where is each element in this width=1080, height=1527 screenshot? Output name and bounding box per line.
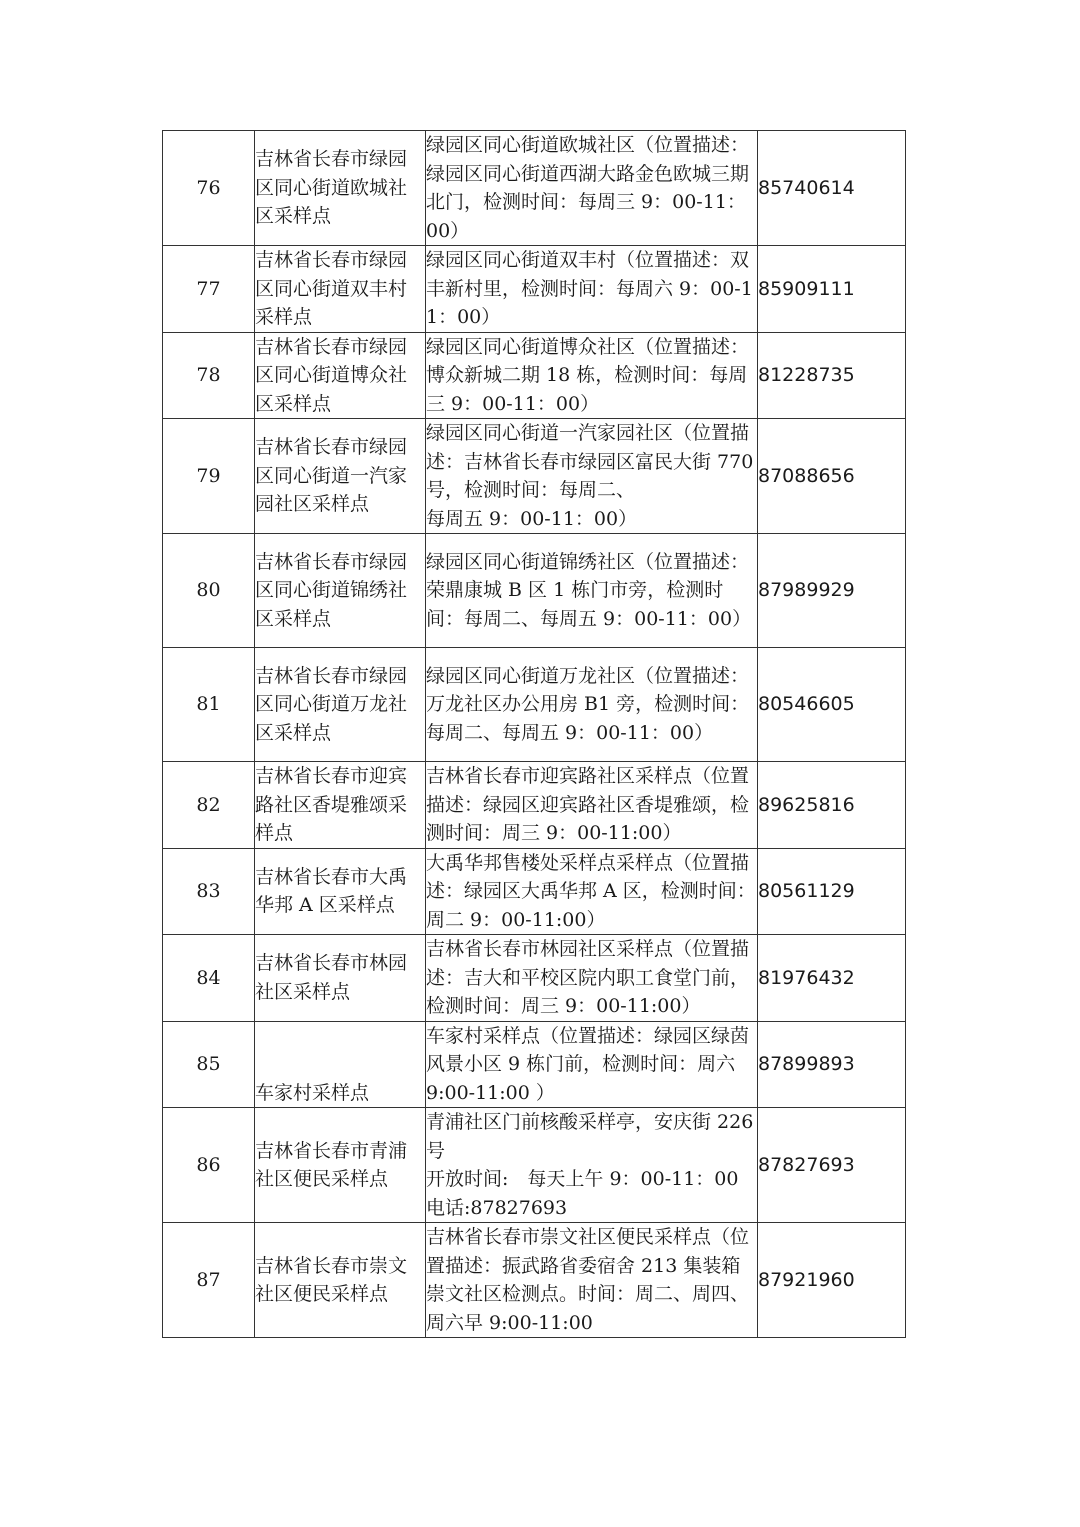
site-description: 青浦社区门前核酸采样亭，安庆街 226 号 开放时间: 每天上午 9：00-11：00 电话:87827693	[426, 1108, 758, 1223]
site-name: 吉林省长春市绿园区同心街道一汽家园社区采样点	[255, 419, 426, 534]
table-row	[163, 332, 906, 419]
site-description: 绿园区同心街道博众社区（位置描述：博众新城二期 18 栋，检测时间：每周三 9：00-11：00）	[426, 332, 758, 419]
site-phone: 87088656	[758, 419, 906, 534]
site-phone: 87827693	[758, 1108, 906, 1223]
table-row	[163, 131, 906, 246]
row-number: 85	[163, 1021, 255, 1108]
site-description: 车家村采样点（位置描述：绿园区绿茵风景小区 9 栋门前，检测时间：周六 9:00-11:00 ）	[426, 1021, 758, 1108]
row-number: 79	[163, 419, 255, 534]
row-number: 87	[163, 1223, 255, 1338]
site-phone: 81228735	[758, 332, 906, 419]
site-phone: 87921960	[758, 1223, 906, 1338]
row-number: 78	[163, 332, 255, 419]
site-description: 绿园区同心街道锦绣社区（位置描述：荣鼎康城 B 区 1 栋门市旁，检测时间：每周二、每周五 9：00-11：00）	[426, 534, 758, 648]
site-description: 吉林省长春市崇文社区便民采样点（位置描述：振武路省委宿舍 213 集装箱崇文社区检测点。时间：周二、周四、周六早 9:00-11:00	[426, 1223, 758, 1338]
row-number: 76	[163, 131, 255, 246]
sampling-sites-table	[162, 130, 906, 1338]
site-phone: 81976432	[758, 935, 906, 1022]
table-row	[163, 534, 906, 648]
table-row	[163, 1223, 906, 1338]
row-number: 83	[163, 848, 255, 935]
row-number: 81	[163, 648, 255, 762]
site-name: 吉林省长春市崇文社区便民采样点	[255, 1223, 426, 1338]
table-row	[163, 762, 906, 849]
site-phone: 87899893	[758, 1021, 906, 1108]
site-phone: 80546605	[758, 648, 906, 762]
site-name: 吉林省长春市绿园区同心街道万龙社区采样点	[255, 648, 426, 762]
site-name: 吉林省长春市绿园区同心街道欧城社区采样点	[255, 131, 426, 246]
site-phone: 87989929	[758, 534, 906, 648]
site-name: 吉林省长春市绿园区同心街道博众社区采样点	[255, 332, 426, 419]
site-name: 吉林省长春市林园社区采样点	[255, 935, 426, 1022]
site-name: 吉林省长春市迎宾路社区香堤雅颂采样点	[255, 762, 426, 849]
row-number: 80	[163, 534, 255, 648]
table-row	[163, 1108, 906, 1223]
site-name: 吉林省长春市绿园区同心街道双丰村采样点	[255, 246, 426, 333]
site-phone: 80561129	[758, 848, 906, 935]
row-number: 84	[163, 935, 255, 1022]
site-description: 大禹华邦售楼处采样点采样点（位置描述：绿园区大禹华邦 A 区，检测时间：周二 9：00-11:00）	[426, 848, 758, 935]
site-description: 吉林省长春市迎宾路社区采样点（位置描述：绿园区迎宾路社区香堤雅颂，检测时间：周三 9：00-11:00）	[426, 762, 758, 849]
row-number: 86	[163, 1108, 255, 1223]
row-number: 77	[163, 246, 255, 333]
table-row	[163, 935, 906, 1022]
table-row	[163, 246, 906, 333]
site-phone: 89625816	[758, 762, 906, 849]
site-phone: 85740614	[758, 131, 906, 246]
site-description: 吉林省长春市林园社区采样点（位置描述：吉大和平校区院内职工食堂门前，检测时间：周三 9：00-11:00）	[426, 935, 758, 1022]
site-description: 绿园区同心街道一汽家园社区（位置描述：吉林省长春市绿园区富民大街 770 号，检测时间：每周二、 每周五 9：00-11：00）	[426, 419, 758, 534]
site-description: 绿园区同心街道万龙社区（位置描述：万龙社区办公用房 B1 旁，检测时间：每周二、每周五 9：00-11：00）	[426, 648, 758, 762]
table-row	[163, 1021, 906, 1108]
site-name: 吉林省长春市绿园区同心街道锦绣社区采样点	[255, 534, 426, 648]
site-name: 吉林省长春市青浦社区便民采样点	[255, 1108, 426, 1223]
site-name: 吉林省长春市大禹华邦 A 区采样点	[255, 848, 426, 935]
table-row	[163, 848, 906, 935]
row-number: 82	[163, 762, 255, 849]
site-name: 车家村采样点	[255, 1021, 426, 1108]
site-description: 绿园区同心街道双丰村（位置描述：双丰新村里，检测时间：每周六 9：00-11：00）	[426, 246, 758, 333]
site-description: 绿园区同心街道欧城社区（位置描述：绿园区同心街道西湖大路金色欧城三期北门，检测时间：每周三 9：00-11：00）	[426, 131, 758, 246]
site-phone: 85909111	[758, 246, 906, 333]
table-row	[163, 648, 906, 762]
table-row	[163, 419, 906, 534]
